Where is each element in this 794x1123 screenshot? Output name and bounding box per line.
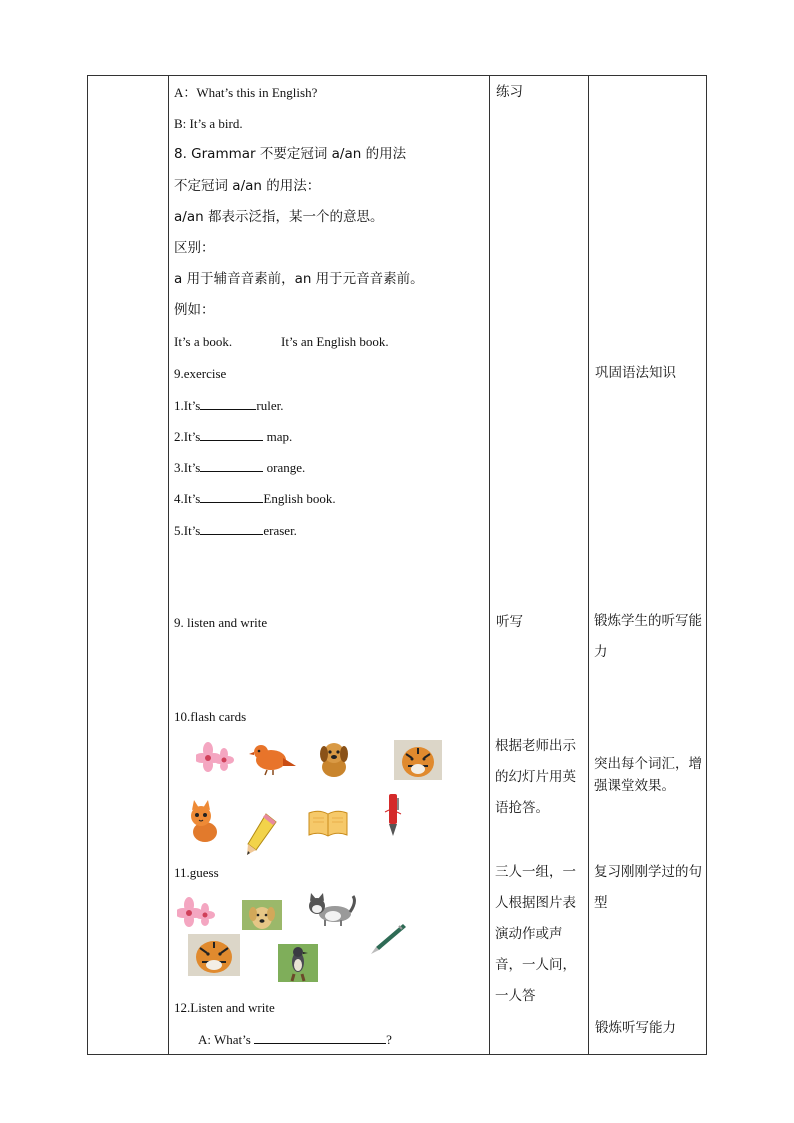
exercise-item — [174, 459, 305, 476]
cat-icon — [183, 800, 223, 844]
purpose-description: 锻炼学生的听写能力 — [594, 613, 702, 660]
dialog-prefix: A: What’s — [198, 1032, 251, 1047]
exercise-prefix: 2.It’s — [174, 429, 201, 444]
dog-photo-icon — [242, 900, 282, 930]
grammar-line: 区别： — [174, 240, 215, 256]
answer-blank — [200, 490, 263, 503]
listen-write-line — [198, 1031, 392, 1048]
dialog-suffix: ? — [386, 1032, 392, 1047]
flower-icon — [196, 740, 236, 776]
answer-blank — [254, 1031, 386, 1044]
grammar-line: 例如： — [174, 302, 215, 318]
exercise-item — [174, 490, 336, 507]
activity-label: 听写 — [496, 614, 523, 630]
book-icon — [307, 807, 349, 839]
example-sentence: It’s an English book. — [281, 334, 389, 349]
grammar-line: 不定冠词 a/an 的用法： — [174, 178, 321, 194]
bird-icon — [249, 740, 297, 776]
column-divider — [489, 76, 490, 1054]
exercise-prefix: 5.It’s — [174, 523, 201, 538]
section-heading: 11.guess — [174, 865, 219, 880]
exercise-item — [174, 522, 297, 539]
section-heading: 10.flash cards — [174, 709, 247, 724]
exercise-item — [174, 428, 292, 445]
activity-label: 练习 — [496, 84, 523, 100]
exercise-suffix: ruler. — [256, 398, 284, 413]
answer-blank — [200, 397, 256, 410]
tiger-icon — [394, 740, 442, 780]
purpose-label: 锻炼听写能力 — [595, 1020, 676, 1036]
flower-icon — [177, 895, 217, 933]
dialog-question: A：What’s this in English? — [174, 85, 318, 100]
purpose-description: 复习刚刚学过的句型 — [594, 864, 702, 911]
pencil-icon — [244, 812, 278, 858]
pen-icon — [383, 792, 403, 838]
pen-icon — [369, 922, 407, 956]
exercise-suffix: map. — [263, 429, 293, 444]
section-heading: 12.Listen and write — [174, 1000, 275, 1015]
exercise-prefix: 3.It’s — [174, 460, 201, 475]
answer-blank — [200, 522, 263, 535]
column-divider — [168, 76, 169, 1054]
grammar-line: a/an 都表示泛指，某一个的意思。 — [174, 209, 384, 225]
exercise-suffix: English book. — [263, 491, 336, 506]
purpose-label: 巩固语法知识 — [595, 365, 676, 381]
grammar-heading: 8. Grammar 不要定冠词 a/an 的用法 — [174, 146, 407, 162]
exercise-suffix: eraser. — [263, 523, 297, 538]
column-divider — [588, 76, 589, 1054]
dog-icon — [317, 739, 351, 779]
exercise-prefix: 1.It’s — [174, 398, 201, 413]
purpose-description: 突出每个词汇，增强课堂效果。 — [594, 756, 702, 794]
section-heading: 9. listen and write — [174, 615, 268, 630]
exercise-prefix: 4.It’s — [174, 491, 201, 506]
answer-blank — [200, 428, 263, 441]
exercise-suffix: orange. — [263, 460, 306, 475]
grammar-line: a 用于辅音音素前，an 用于元音音素前。 — [174, 271, 424, 287]
activity-description: 根据老师出示的幻灯片用英语抢答。 — [495, 738, 576, 816]
tiger-icon — [188, 934, 240, 976]
dialog-answer: B: It’s a bird. — [174, 116, 243, 131]
exercise-heading: 9.exercise — [174, 366, 227, 381]
bird-photo-icon — [278, 944, 318, 982]
cat-icon — [305, 892, 357, 928]
exercise-item — [174, 397, 283, 414]
answer-blank — [200, 459, 263, 472]
example-sentence: It’s a book. — [174, 334, 233, 349]
activity-description: 三人一组，一人根据图片表演动作或声音，一人问，一人答 — [495, 864, 576, 1004]
